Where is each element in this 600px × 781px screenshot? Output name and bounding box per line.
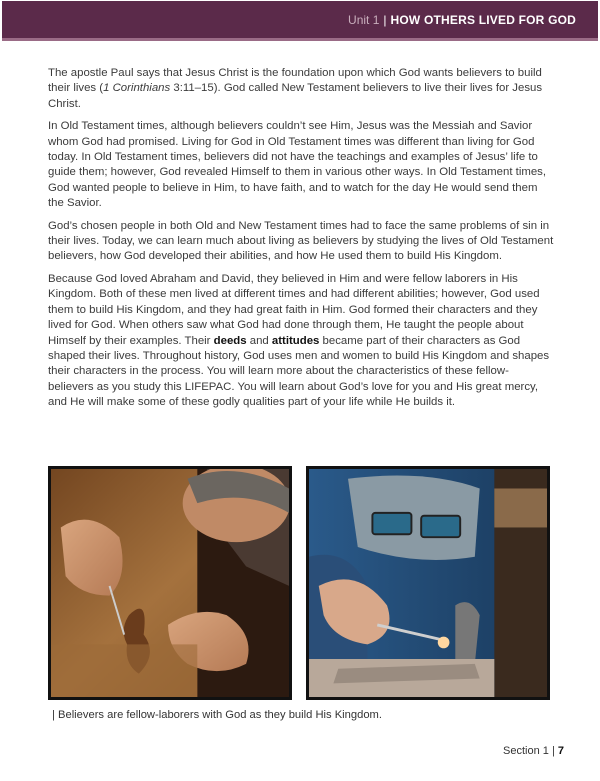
header-bar <box>2 1 598 41</box>
scripture-reference: 1 Corinthians <box>103 82 171 95</box>
paragraph-4-and: and <box>246 334 272 347</box>
vocab-deeds: deeds <box>213 334 247 347</box>
page-number: 7 <box>557 745 564 757</box>
unit-title: HOW OTHERS LIVED FOR GOD <box>390 12 576 27</box>
welding-photo <box>306 466 550 700</box>
page-footer <box>503 745 564 757</box>
paragraph-2: In Old Testament times, although believers couldn’t see Him, Jesus was the Messiah and Savior whom God had promised. Living for God in Old Testament times was different than living for God today. In Old Testament times, believers did not have the teachings and examples of Jesus’ life to guide them; however, God revealed Himself to them in various other ways. In Old Testament times, God wanted people to believe in Him, to have faith, and to watch for the day He would send them the Savior. <box>48 120 547 210</box>
paragraph-1 <box>48 66 554 112</box>
woodcarving-photo <box>48 466 292 700</box>
footer-separator: | <box>551 745 555 757</box>
paragraph-4-text-b: became part of their characters as God shaped their lives. Throughout history, God uses men and women to build His Kingdom and shapes their characters in the process. You will learn more about the characteristics of these fellow-believers as you study this LIFEPAC. You will learn about God’s love for you and His great mercy, and He will make some of these godly qualities part of your life while He builds it. <box>48 334 550 409</box>
paragraph-1-text-a: The apostle Paul says that Jesus Christ is the foundation upon which God wants believers to build their lives ( <box>48 67 542 95</box>
paragraph-3: God’s chosen people in both Old and New Testament times had to face the same problems of sin in their lives. Today, we can learn much about living as believers by studying the lives of Old Testament believers, how God developed their abilities, and how He used them to build His Kingdom. <box>48 219 554 263</box>
section-label: Section 1 <box>503 745 549 757</box>
header-separator: | <box>383 12 387 27</box>
paragraph-4 <box>48 272 554 411</box>
paragraph-1-text-b: 3:11–15). God called New Testament believers to live their lives for Jesus Christ. <box>48 82 543 110</box>
vocab-attitudes: attitudes <box>271 334 320 347</box>
body-text <box>48 66 554 418</box>
unit-label: Unit 1 <box>348 12 380 27</box>
photo-caption: | Believers are fellow-laborers with God as they build His Kingdom. <box>52 709 382 721</box>
paragraph-4-text-a: Because God loved Abraham and David, they believed in Him and were fellow laborers in His Kingdom. Both of these men lived at different times and had different abilities; however, God used them to build His Kingdom, and they had great faith in Him. God formed their characters and they lived for God. When others saw what God had done through them, He taught the people about Himself by their examples. Their <box>48 272 540 347</box>
